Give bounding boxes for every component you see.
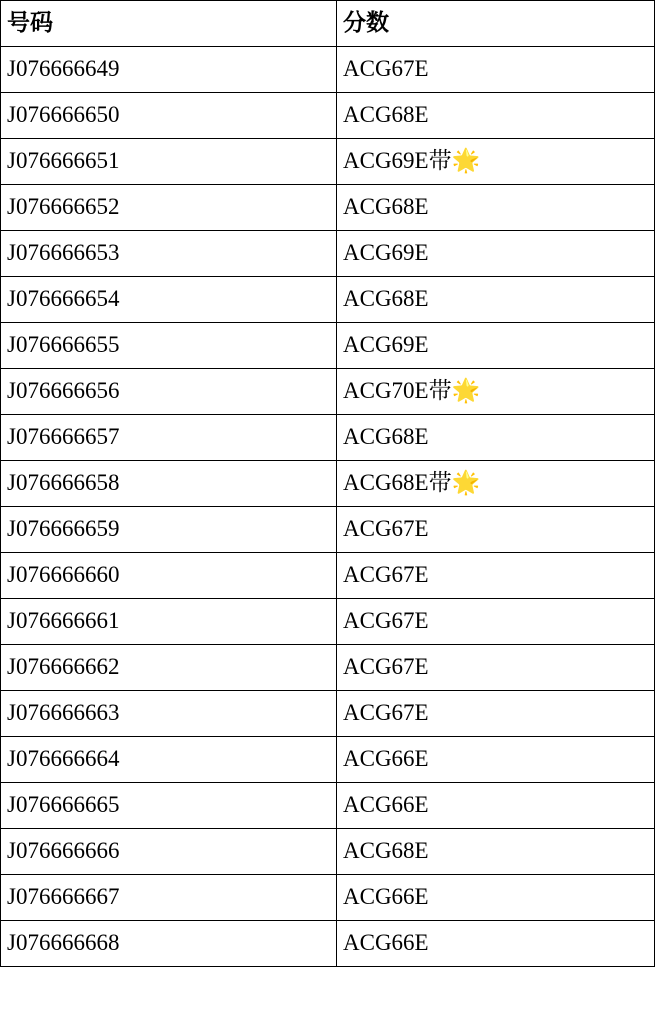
table-row — [1, 829, 655, 875]
cell-score: ACG68E — [337, 829, 655, 875]
table-row — [1, 783, 655, 829]
table-row — [1, 645, 655, 691]
cell-score: ACG68E — [337, 93, 655, 139]
cell-number: J076666649 — [1, 47, 337, 93]
cell-score: ACG67E — [337, 645, 655, 691]
column-header-score: 分数 — [337, 1, 655, 47]
cell-score: ACG68E带🌟 — [337, 461, 655, 507]
cell-number: J076666667 — [1, 875, 337, 921]
cell-number: J076666653 — [1, 231, 337, 277]
cell-number: J076666654 — [1, 277, 337, 323]
table-row — [1, 231, 655, 277]
cell-number: J076666662 — [1, 645, 337, 691]
table-row — [1, 415, 655, 461]
table-row — [1, 737, 655, 783]
column-header-number: 号码 — [1, 1, 337, 47]
cell-score: ACG67E — [337, 47, 655, 93]
table-row — [1, 461, 655, 507]
cell-score: ACG67E — [337, 691, 655, 737]
cell-score: ACG67E — [337, 599, 655, 645]
cell-number: J076666664 — [1, 737, 337, 783]
cell-number: J076666651 — [1, 139, 337, 185]
cell-score: ACG66E — [337, 921, 655, 967]
table-row — [1, 47, 655, 93]
cell-score: ACG67E — [337, 553, 655, 599]
cell-score: ACG68E — [337, 415, 655, 461]
table-row — [1, 691, 655, 737]
cell-number: J076666655 — [1, 323, 337, 369]
cell-number: J076666657 — [1, 415, 337, 461]
table-row — [1, 139, 655, 185]
cell-number: J076666650 — [1, 93, 337, 139]
table-row — [1, 921, 655, 967]
cell-score: ACG69E带🌟 — [337, 139, 655, 185]
table-row — [1, 277, 655, 323]
cell-score: ACG66E — [337, 783, 655, 829]
table-row — [1, 185, 655, 231]
cell-number: J076666665 — [1, 783, 337, 829]
table-body — [1, 47, 655, 967]
table-row — [1, 875, 655, 921]
cell-number: J076666663 — [1, 691, 337, 737]
table-row — [1, 93, 655, 139]
table-header-row — [1, 1, 655, 47]
table-row — [1, 369, 655, 415]
cell-score: ACG68E — [337, 277, 655, 323]
table-row — [1, 599, 655, 645]
cell-number: J076666661 — [1, 599, 337, 645]
cell-number: J076666656 — [1, 369, 337, 415]
cell-number: J076666652 — [1, 185, 337, 231]
cell-score: ACG67E — [337, 507, 655, 553]
cell-score: ACG70E带🌟 — [337, 369, 655, 415]
cell-score: ACG66E — [337, 737, 655, 783]
cell-number: J076666658 — [1, 461, 337, 507]
cell-number: J076666660 — [1, 553, 337, 599]
cell-number: J076666666 — [1, 829, 337, 875]
cell-number: J076666659 — [1, 507, 337, 553]
cell-score: ACG69E — [337, 231, 655, 277]
cell-score: ACG69E — [337, 323, 655, 369]
cell-score: ACG66E — [337, 875, 655, 921]
table-row — [1, 553, 655, 599]
table-header — [1, 1, 655, 47]
cell-number: J076666668 — [1, 921, 337, 967]
table-row — [1, 507, 655, 553]
cell-score: ACG68E — [337, 185, 655, 231]
table-row — [1, 323, 655, 369]
